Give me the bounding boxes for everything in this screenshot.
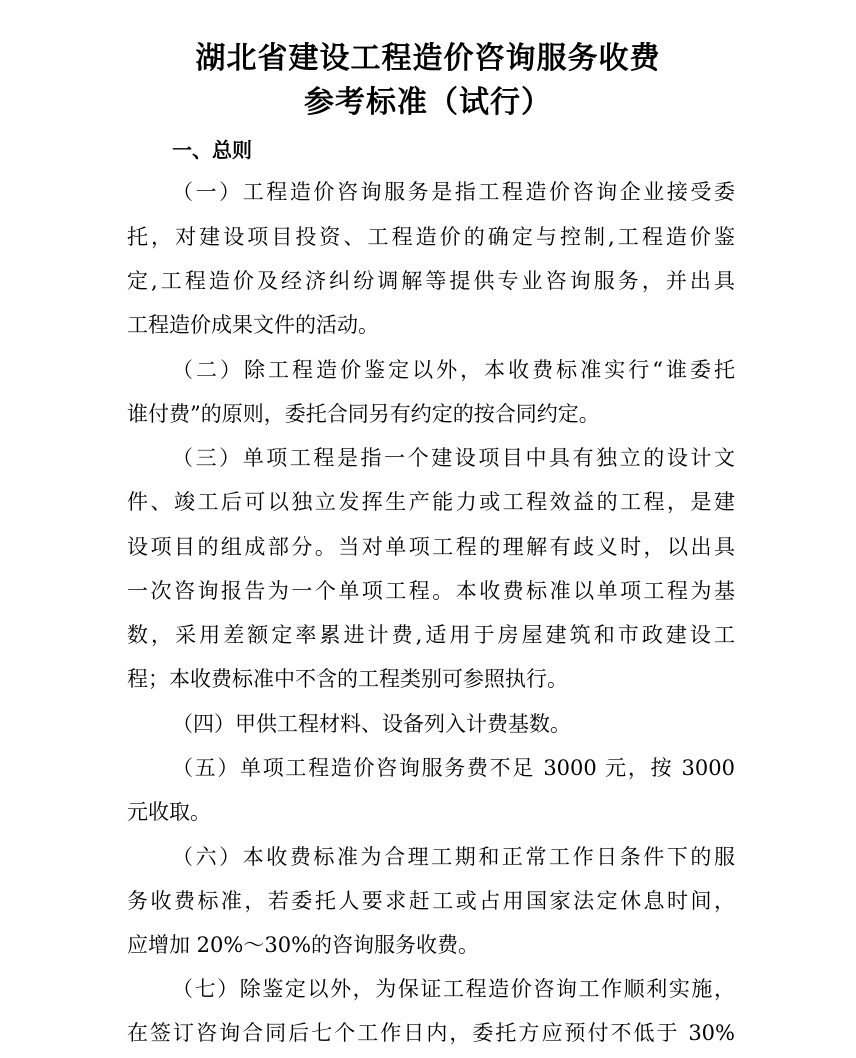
paragraph-4-line-1: （四）甲供工程材料、设备列入计费基数。	[172, 712, 571, 736]
paragraph-6-line-2: 务收费标准，若委托人要求赶工或占用国家法定休息时间，	[127, 889, 735, 913]
paragraph-3-line-6: 程；本收费标准中不含的工程类别可参照执行。	[127, 667, 568, 691]
document-title-line-1: 湖北省建设工程造价咨询服务收费	[195, 41, 661, 76]
paragraph-5-line-2: 元收取。	[127, 800, 211, 824]
paragraph-1-line-4: 工程造价成果文件的活动。	[127, 313, 379, 337]
paragraph-2-line-1: （二）除工程造价鉴定以外，本收费标准实行“谁委托	[172, 358, 735, 382]
paragraph-1-line-1: （一）工程造价咨询服务是指工程造价咨询企业接受委	[172, 180, 735, 204]
paragraph-6-line-1: （六）本收费标准为合理工期和正常工作日条件下的服	[172, 845, 735, 869]
paragraph-3-line-1: （三）单项工程是指一个建设项目中具有独立的设计文	[172, 446, 735, 470]
paragraph-3-line-5: 数，采用差额定率累进计费,适用于房屋建筑和市政建设工	[127, 623, 735, 647]
paragraph-7-line-2: 在签订咨询合同后七个工作日内，委托方应预付不低于 30%	[127, 1021, 735, 1045]
paragraph-3-line-3: 设项目的组成部分。当对单项工程的理解有歧义时，以出具	[127, 535, 735, 559]
paragraph-2-line-2: 谁付费”的原则，委托合同另有约定的按合同约定。	[127, 402, 600, 426]
paragraph-3-line-2: 件、竣工后可以独立发挥生产能力或工程效益的工程，是建	[127, 490, 735, 514]
document-title-line-2: 参考标准（试行）	[304, 85, 552, 120]
paragraph-5-line-1: （五）单项工程造价咨询服务费不足 3000 元，按 3000	[172, 756, 735, 780]
paragraph-3-line-4: 一次咨询报告为一个单项工程。本收费标准以单项工程为基	[127, 579, 735, 603]
paragraph-1-line-3: 定,工程造价及经济纠纷调解等提供专业咨询服务，并出具	[127, 269, 735, 293]
paragraph-1-line-2: 托，对建设项目投资、工程造价的确定与控制,工程造价鉴	[127, 225, 735, 249]
paragraph-6-line-3: 应增加 20%～30%的咨询服务收费。	[127, 933, 480, 957]
section-heading: 一、总则	[172, 138, 252, 162]
paragraph-7-line-1: （七）除鉴定以外，为保证工程造价咨询工作顺利实施，	[172, 977, 735, 1001]
